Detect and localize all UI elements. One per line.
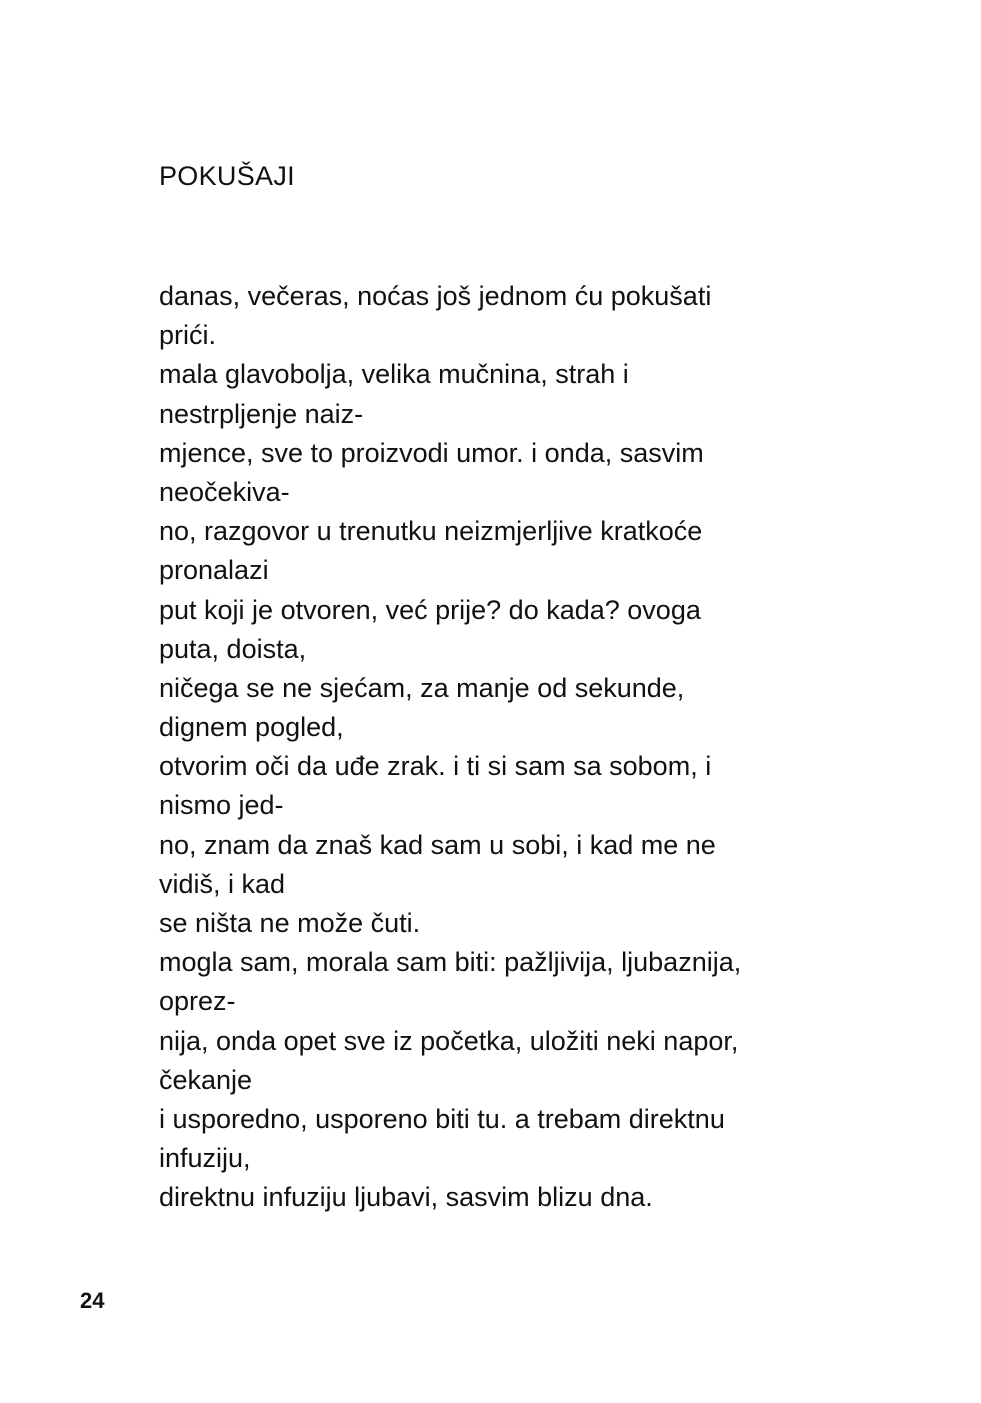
- poem-line: otvorim oči da uđe zrak. i ti si sam sa sobom, i: [159, 751, 712, 782]
- poem-line: nismo jed-: [159, 790, 284, 821]
- poem-line: se ništa ne može čuti.: [159, 908, 421, 938]
- poem-body: [159, 277, 859, 1218]
- poem-line: nestrpljenje naiz-: [159, 398, 364, 429]
- page-number: 24: [80, 1288, 105, 1313]
- poem-line: mjence, sve to proizvodi umor. i onda, sasvim: [159, 437, 704, 468]
- poem-line: nija, onda opet sve iz početka, uložiti neki napor,: [159, 1025, 739, 1056]
- poem-line: no, razgovor u trenutku neizmjerljive kratkoće: [159, 516, 703, 547]
- poem-line: i usporedno, usporeno biti tu. a trebam direktnu: [159, 1103, 725, 1134]
- poem-line: no, znam da znaš kad sam u sobi, i kad me ne: [159, 829, 716, 860]
- poem-line: infuziju,: [159, 1143, 251, 1174]
- poem-line: put koji je otvoren, već prije? do kada? ovoga: [159, 594, 701, 625]
- poem-line: mala glavobolja, velika mučnina, strah i: [159, 359, 629, 390]
- poem-line: mogla sam, morala sam biti: pažljivija, ljubaznija,: [159, 947, 742, 978]
- poem-line: neočekiva-: [159, 476, 290, 507]
- poem-line: pronalazi: [159, 555, 269, 586]
- poem-line: prići.: [159, 320, 217, 351]
- poem-line: danas, večeras, noćas još jednom ću pokušati: [159, 281, 712, 311]
- poem-line: oprez-: [159, 986, 236, 1017]
- poem-line: vidiš, i kad: [159, 868, 286, 899]
- poem-title: POKUŠAJI: [159, 161, 295, 191]
- poem-line: dignem pogled,: [159, 712, 344, 743]
- poem-line: ničega se ne sjećam, za manje od sekunde,: [159, 672, 685, 703]
- poem-line: puta, doista,: [159, 633, 307, 664]
- poem-line: direktnu infuziju ljubavi, sasvim blizu dna.: [159, 1182, 653, 1213]
- poem-line: čekanje: [159, 1064, 253, 1095]
